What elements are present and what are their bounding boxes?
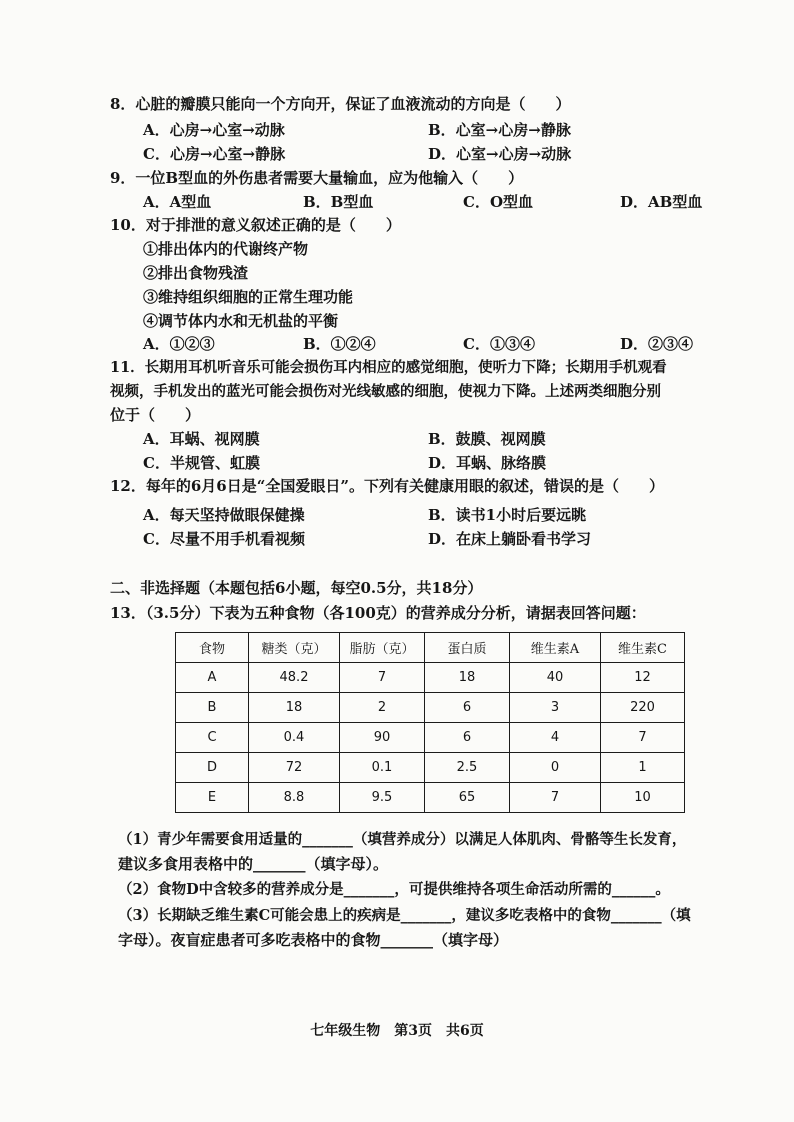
q9-option-a: A．A型血 bbox=[143, 193, 212, 211]
table-cell: 6 bbox=[425, 693, 510, 723]
q11-stem-line-3: 位于（ ） bbox=[110, 406, 201, 424]
table-cell: 4 bbox=[510, 723, 601, 753]
q13-stem: 13．（3.5分）下表为五种食物（各100克）的营养成分分析，请据表回答问题： bbox=[110, 604, 646, 622]
q8-stem: 8．心脏的瓣膜只能向一个方向开，保证了血液流动的方向是（ ） bbox=[110, 95, 571, 113]
table-header-cell: 脂肪（克） bbox=[340, 633, 425, 663]
q10-option-c: C．①③④ bbox=[463, 335, 535, 353]
table-cell: 2 bbox=[340, 693, 425, 723]
table-cell: 18 bbox=[425, 663, 510, 693]
q9-option-d: D．AB型血 bbox=[620, 193, 703, 211]
table-row bbox=[176, 783, 685, 813]
q10-item-4: ④调节体内水和无机盐的平衡 bbox=[143, 312, 339, 330]
table-cell: 40 bbox=[510, 663, 601, 693]
table-row bbox=[176, 753, 685, 783]
table-cell: A bbox=[176, 663, 249, 693]
table-cell: 7 bbox=[340, 663, 425, 693]
table-row bbox=[176, 723, 685, 753]
table-cell: 220 bbox=[601, 693, 685, 723]
q8-option-c: C．心房→心室→静脉 bbox=[143, 145, 286, 163]
q10-item-2: ②排出食物残渣 bbox=[143, 264, 249, 282]
table-cell: 18 bbox=[249, 693, 340, 723]
q12-stem: 12．每年的6月6日是“全国爱眼日”。下列有关健康用眼的叙述，错误的是（ ） bbox=[110, 477, 665, 495]
nutrition-table bbox=[175, 632, 685, 813]
section-2-heading: 二、非选择题（本题包括6小题，每空0.5分，共18分） bbox=[110, 579, 483, 597]
q11-stem-line-1: 11．长期用耳机听音乐可能会损伤耳内相应的感觉细胞，使听力下降；长期用手机观看 bbox=[110, 359, 667, 376]
table-header-cell: 糖类（克） bbox=[249, 633, 340, 663]
q12-option-c: C．尽量不用手机看视频 bbox=[143, 530, 305, 548]
table-cell: 72 bbox=[249, 753, 340, 783]
table-header-cell: 蛋白质 bbox=[425, 633, 510, 663]
table-cell: 90 bbox=[340, 723, 425, 753]
table-cell: 8.8 bbox=[249, 783, 340, 813]
table-header-cell: 维生素A bbox=[510, 633, 601, 663]
table-cell: E bbox=[176, 783, 249, 813]
table-cell: 3 bbox=[510, 693, 601, 723]
q12-option-d: D．在床上躺卧看书学习 bbox=[428, 530, 592, 548]
table-cell: 12 bbox=[601, 663, 685, 693]
q11-option-c: C．半规管、虹膜 bbox=[143, 454, 260, 472]
q8-option-d: D．心室→心房→动脉 bbox=[428, 145, 572, 163]
table-cell: 2.5 bbox=[425, 753, 510, 783]
q8-option-a: A．心房→心室→动脉 bbox=[143, 121, 285, 139]
q10-item-3: ③维持组织细胞的正常生理功能 bbox=[143, 288, 354, 306]
sub-question-3-line-1: （3）长期缺乏维生素C可能会患上的疾病是_______，建议多吃表格中的食物_______（填 bbox=[118, 907, 691, 924]
q11-option-a: A．耳蜗、视网膜 bbox=[143, 430, 260, 448]
table-cell: 0 bbox=[510, 753, 601, 783]
table-cell: 0.4 bbox=[249, 723, 340, 753]
table-header-cell: 食物 bbox=[176, 633, 249, 663]
table-cell: 65 bbox=[425, 783, 510, 813]
sub-question-3-line-2: 字母）。夜盲症患者可多吃表格中的食物_______（填字母） bbox=[118, 931, 509, 949]
q9-option-c: C．O型血 bbox=[463, 193, 534, 211]
q10-item-1: ①排出体内的代谢终产物 bbox=[143, 240, 309, 258]
table-cell: 7 bbox=[601, 723, 685, 753]
q11-stem-line-2: 视频，手机发出的蓝光可能会损伤对光线敏感的细胞，使视力下降。上述两类细胞分别 bbox=[110, 383, 661, 400]
q9-option-b: B．B型血 bbox=[303, 193, 374, 211]
table-cell: 9.5 bbox=[340, 783, 425, 813]
table-row bbox=[176, 693, 685, 723]
q9-stem: 9．一位B型血的外伤患者需要大量输血，应为他输入（ ） bbox=[110, 169, 524, 187]
table-cell: 1 bbox=[601, 753, 685, 783]
q10-option-a: A．①②③ bbox=[143, 335, 215, 353]
q8-option-b: B．心室→心房→静脉 bbox=[428, 121, 571, 139]
sub-question-2: （2）食物D中含较多的营养成分是_______，可提供维持各项生命活动所需的______。 bbox=[118, 881, 670, 898]
q10-option-d: D．②③④ bbox=[620, 335, 694, 353]
table-row bbox=[176, 663, 685, 693]
sub-question-1-line-2: 建议多食用表格中的_______（填字母）。 bbox=[118, 855, 389, 873]
q11-option-b: B．鼓膜、视网膜 bbox=[428, 430, 546, 448]
table-cell: 6 bbox=[425, 723, 510, 753]
q12-option-b: B．读书1小时后要远眺 bbox=[428, 506, 587, 524]
table-cell: 0.1 bbox=[340, 753, 425, 783]
q10-stem: 10．对于排泄的意义叙述正确的是（ ） bbox=[110, 216, 401, 234]
q12-option-a: A．每天坚持做眼保健操 bbox=[143, 506, 305, 524]
table-cell: 10 bbox=[601, 783, 685, 813]
table-cell: B bbox=[176, 693, 249, 723]
sub-question-1-line-1: （1）青少年需要食用适量的_______（填营养成分）以满足人体肌肉、骨骼等生长发育， bbox=[118, 831, 687, 848]
table-cell: 48.2 bbox=[249, 663, 340, 693]
q10-option-b: B．①②④ bbox=[303, 335, 376, 353]
table-cell: 7 bbox=[510, 783, 601, 813]
table-cell: C bbox=[176, 723, 249, 753]
page-footer: 七年级生物 第3页 共6页 bbox=[310, 1023, 484, 1039]
table-header-cell: 维生素C bbox=[601, 633, 685, 663]
table-header-row bbox=[176, 633, 685, 663]
table-cell: D bbox=[176, 753, 249, 783]
q11-option-d: D．耳蜗、脉络膜 bbox=[428, 454, 547, 472]
